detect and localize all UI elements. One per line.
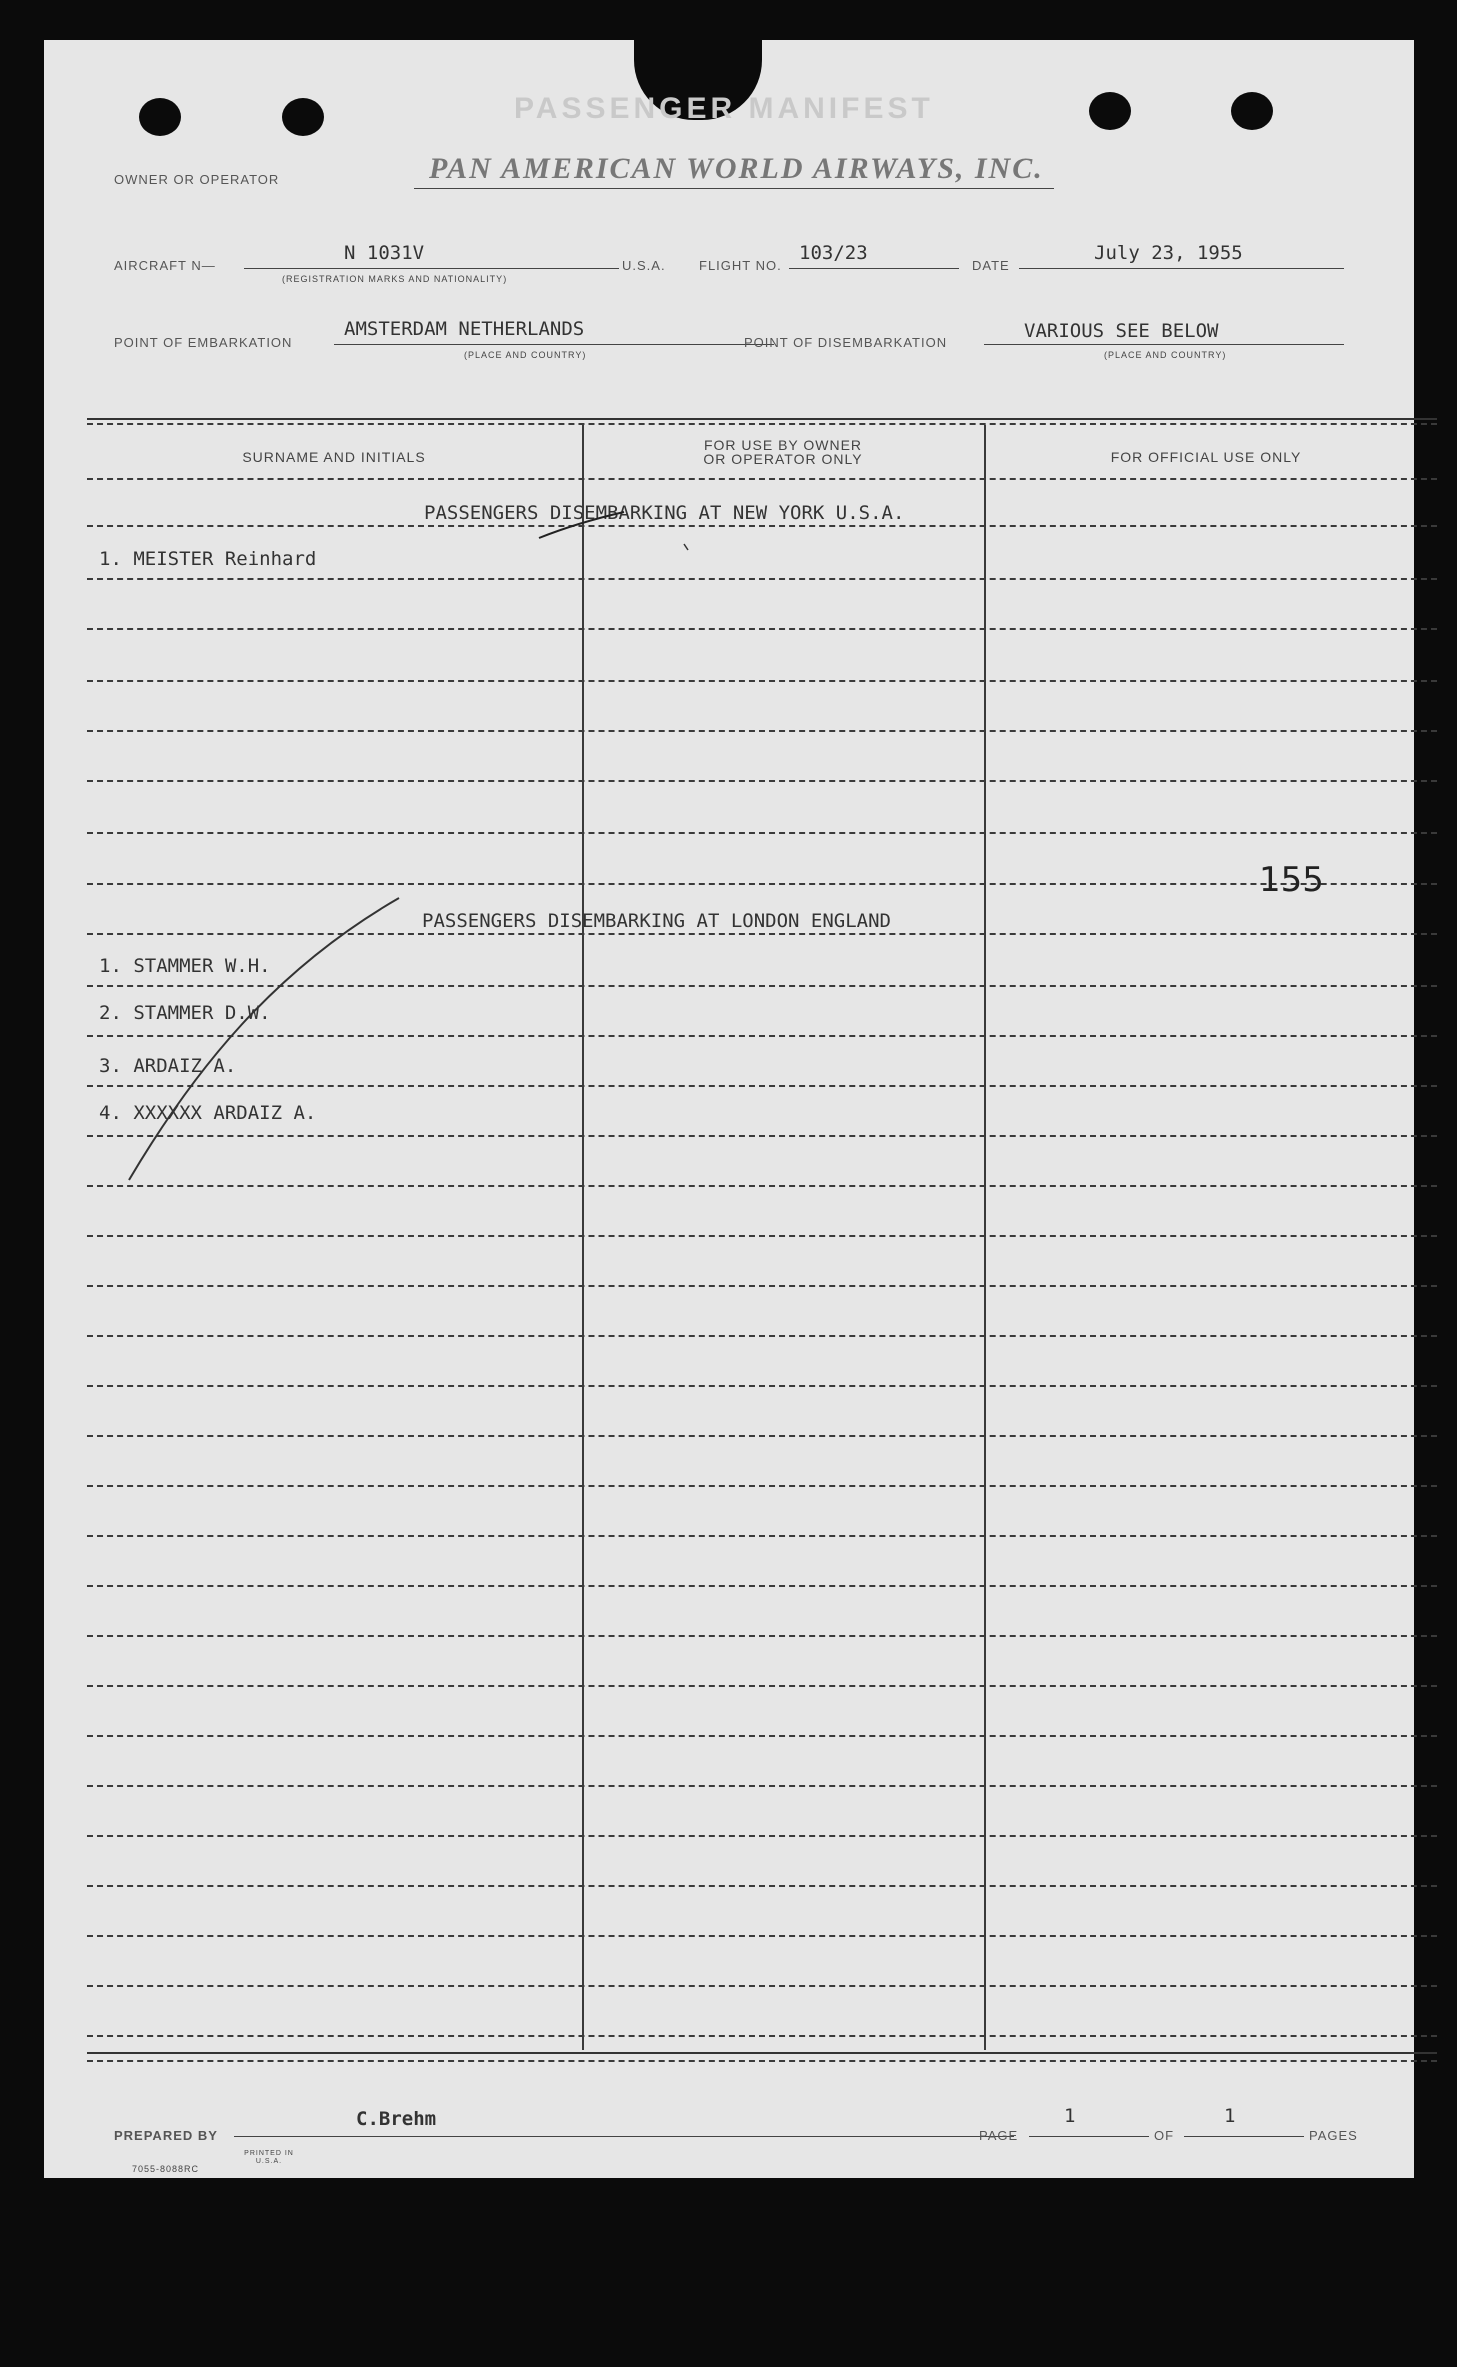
aircraft-label: AIRCRAFT N— bbox=[114, 258, 216, 273]
registration-note: (REGISTRATION MARKS AND NATIONALITY) bbox=[282, 274, 508, 284]
company-stamp: PAN AMERICAN WORLD AIRWAYS, INC. bbox=[429, 152, 1044, 185]
of-label: OF bbox=[1154, 2128, 1175, 2143]
owner-label: OWNER OR OPERATOR bbox=[114, 172, 280, 187]
section-title-london: PASSENGERS DISEMBARKING AT LONDON ENGLAND bbox=[422, 910, 891, 932]
passenger-row: 3. ARDAIZ A. bbox=[99, 1055, 237, 1077]
embarkation-value: AMSTERDAM NETHERLANDS bbox=[344, 318, 585, 340]
passenger-row: 2. STAMMER D.W. bbox=[99, 1002, 271, 1024]
handwritten-number: 155 bbox=[1259, 860, 1324, 900]
page-value: 1 bbox=[1064, 2105, 1076, 2127]
disembarkation-value: VARIOUS SEE BELOW bbox=[1024, 320, 1219, 342]
prepared-by-label: PREPARED BY bbox=[114, 2128, 218, 2143]
passenger-row: 4. XXXXXX ARDAIZ A. bbox=[99, 1102, 317, 1124]
pages-label: PAGES bbox=[1309, 2128, 1358, 2143]
embarkation-label: POINT OF EMBARKATION bbox=[114, 335, 293, 350]
prepared-by-value: C.Brehm bbox=[356, 2108, 437, 2130]
date-value: July 23, 1955 bbox=[1094, 242, 1243, 264]
flight-label: FLIGHT NO. bbox=[699, 258, 782, 273]
disembarkation-label: POINT OF DISEMBARKATION bbox=[744, 335, 948, 350]
section-title-new-york: PASSENGERS DISEMBARKING AT NEW YORK U.S.A. bbox=[424, 502, 905, 524]
place-country-note: (PLACE AND COUNTRY) bbox=[464, 350, 587, 360]
col-surname-header: SURNAME AND INITIALS bbox=[242, 449, 426, 465]
faint-manifest-header: PASSENGER MANIFEST bbox=[514, 92, 934, 125]
pencil-check-marks bbox=[44, 40, 1414, 2178]
passenger-row: 1. MEISTER Reinhard bbox=[99, 548, 317, 570]
form-number: 7055-8088RC bbox=[132, 2164, 200, 2174]
aircraft-value: N 1031V bbox=[344, 242, 425, 264]
place-country-note: (PLACE AND COUNTRY) bbox=[1104, 350, 1227, 360]
usa-label: U.S.A. bbox=[622, 258, 666, 273]
manifest-page bbox=[44, 40, 1414, 2178]
flight-value: 103/23 bbox=[799, 242, 868, 264]
col-owner-use-header: FOR USE BY OWNER OR OPERATOR ONLY bbox=[703, 437, 863, 467]
of-value: 1 bbox=[1224, 2105, 1236, 2127]
page-label: PAGE bbox=[979, 2128, 1019, 2143]
passenger-row: 1. STAMMER W.H. bbox=[99, 955, 271, 977]
date-label: DATE bbox=[972, 258, 1010, 273]
printed-note: PRINTED IN U.S.A. bbox=[244, 2150, 294, 2165]
col-official-header: FOR OFFICIAL USE ONLY bbox=[1110, 449, 1302, 465]
